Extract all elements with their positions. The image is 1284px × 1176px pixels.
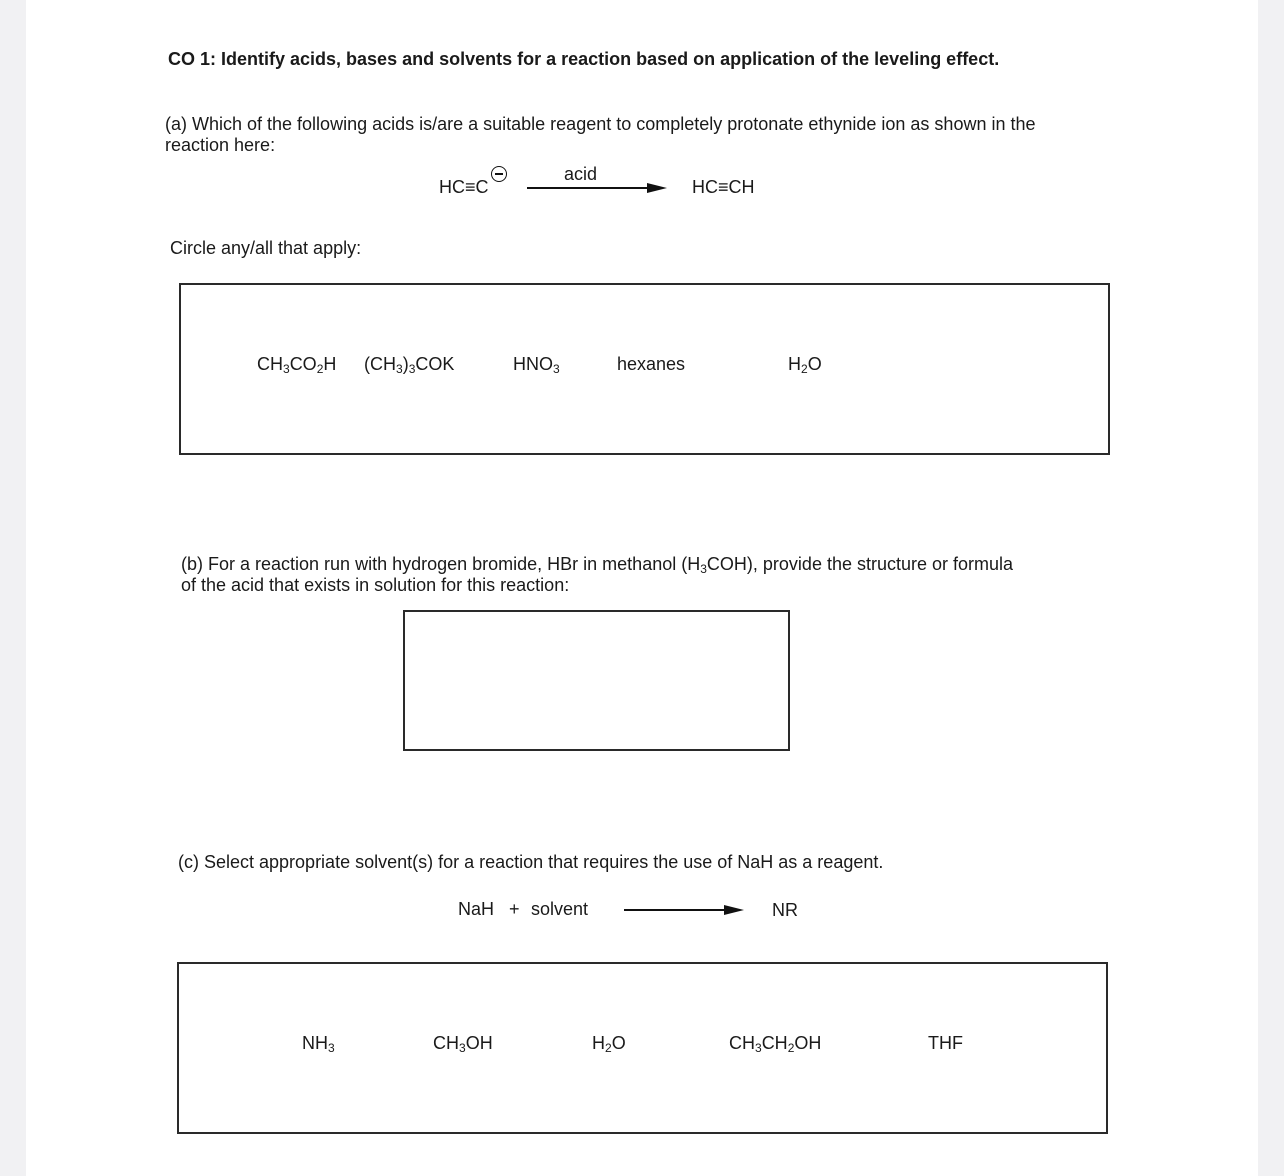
part-a-reaction-arrow bbox=[527, 187, 649, 189]
part-b-question-line2: of the acid that exists in solution for this reaction: bbox=[181, 575, 570, 595]
part-c-reactant: NaH bbox=[458, 899, 495, 919]
part-a-reactant: HC≡C bbox=[439, 177, 489, 197]
page-title: CO 1: Identify acids, bases and solvents for a reaction based on application of the leveling effect. bbox=[168, 49, 1000, 69]
option-acetic-acid[interactable]: $CH_3CO_2H$ bbox=[257, 354, 337, 376]
option-methanol[interactable]: $CH_3OH$ bbox=[433, 1033, 493, 1055]
arrow-head-icon bbox=[724, 905, 744, 915]
part-b-answer-box[interactable] bbox=[403, 610, 790, 751]
negative-charge-icon bbox=[491, 166, 507, 182]
option-potassium-tert-butoxide[interactable]: $(CH_3)_3COK$ bbox=[364, 354, 455, 376]
part-b-question: (b) For a reaction run with hydrogen bromide, HBr in methanol $(H_3COH)$, provide the structure or formula of the acid that exists in solution for this reaction: bbox=[181, 554, 1014, 595]
option-thf[interactable]: THF bbox=[928, 1033, 963, 1053]
part-c-plus: + bbox=[509, 899, 520, 919]
part-c-product: NR bbox=[772, 900, 798, 920]
part-a-question-line2: reaction here: bbox=[165, 135, 276, 155]
part-a-question bbox=[165, 114, 1125, 156]
option-water[interactable]: $H_2O$ bbox=[788, 354, 822, 376]
part-c-reaction-arrow bbox=[624, 909, 726, 911]
option-water[interactable]: $H_2O$ bbox=[592, 1033, 626, 1055]
option-ammonia[interactable]: $NH_3$ bbox=[302, 1033, 335, 1055]
option-nitric-acid[interactable]: $HNO_3$ bbox=[513, 354, 560, 376]
option-ethanol[interactable]: $CH_3CH_2OH$ bbox=[729, 1033, 822, 1055]
part-a-instruction: Circle any/all that apply: bbox=[170, 238, 362, 258]
part-a-question-line1: (a) Which of the following acids is/are a suitable reagent to completely protonate ethynide ion as shown in the bbox=[165, 114, 1036, 134]
arrow-head-icon bbox=[647, 183, 667, 193]
part-a-product: HC≡CH bbox=[692, 177, 755, 197]
part-c-question: (c) Select appropriate solvent(s) for a reaction that requires the use of NaH as a reagent. bbox=[178, 852, 884, 872]
part-c-solvent-label: solvent bbox=[531, 899, 589, 919]
option-hexanes[interactable]: hexanes bbox=[617, 354, 686, 374]
part-a-arrow-label: acid bbox=[564, 164, 598, 184]
